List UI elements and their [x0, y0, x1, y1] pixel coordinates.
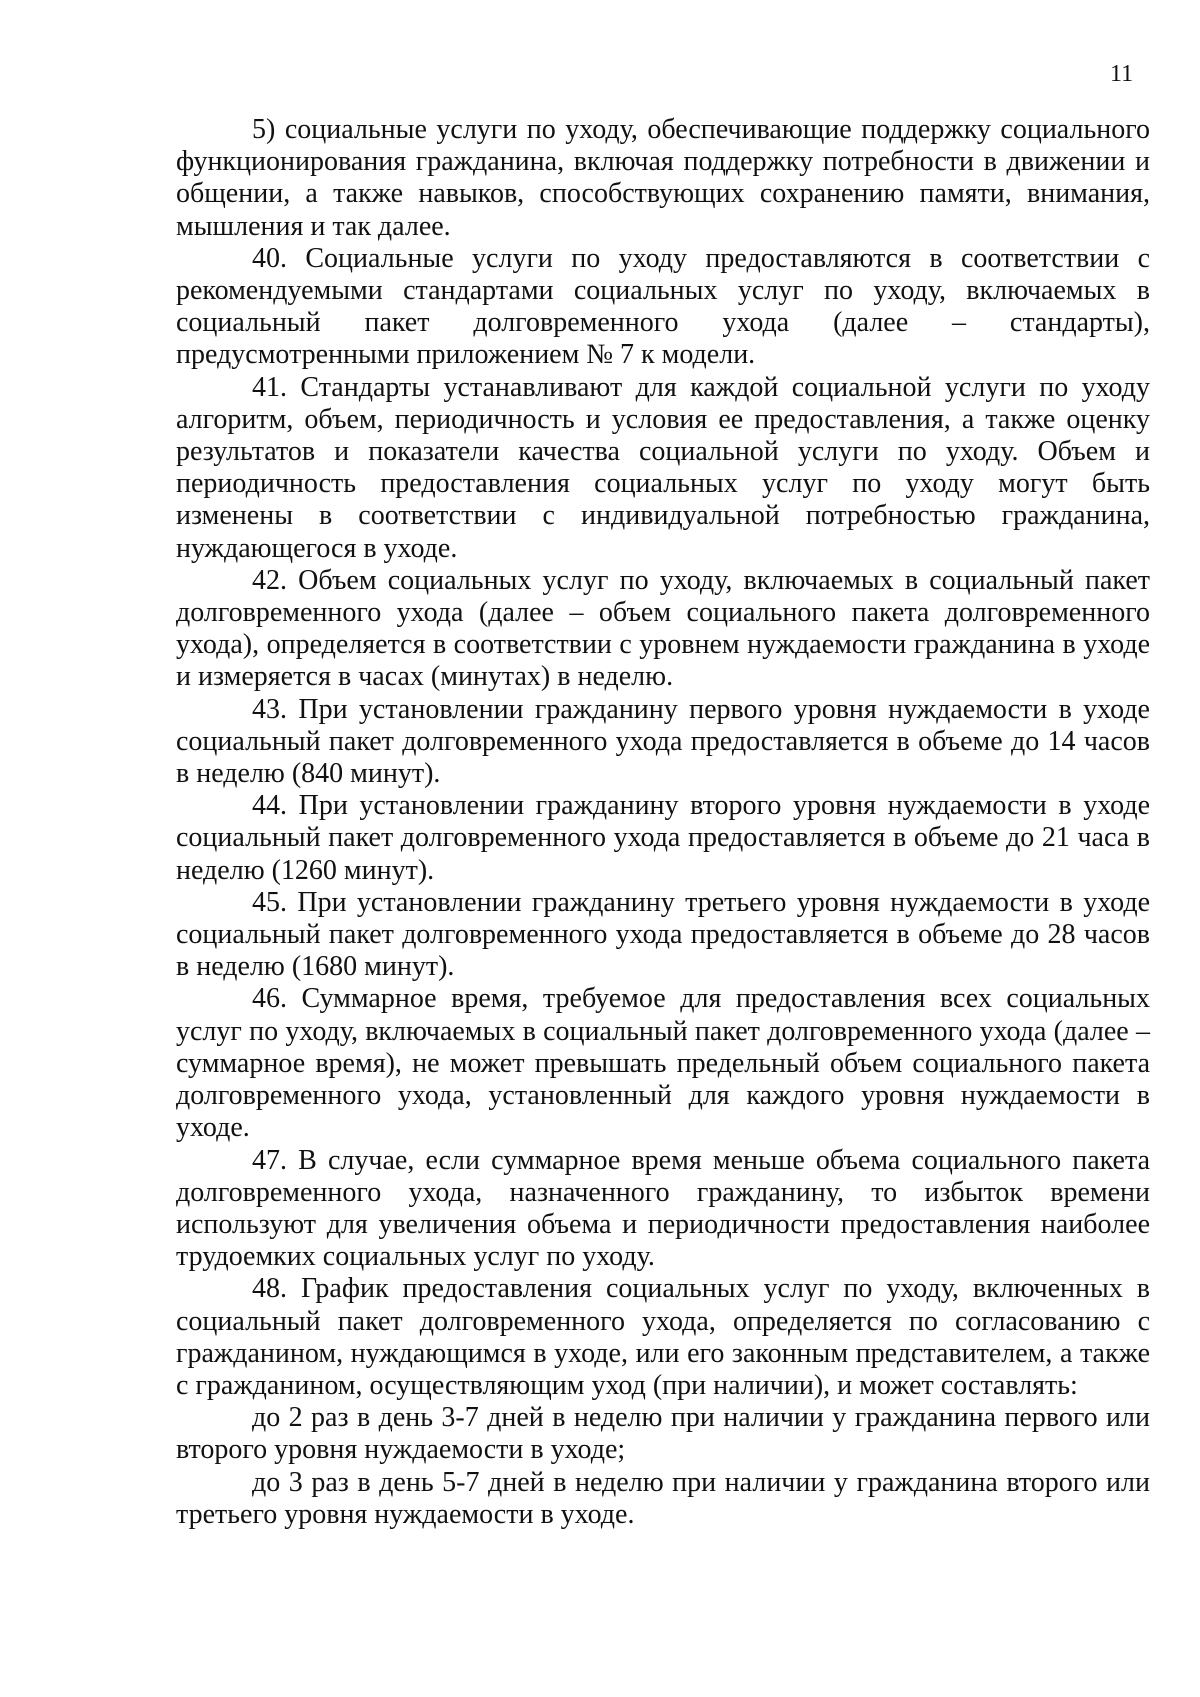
paragraph-item-5: 5) социальные услуги по уходу, обеспечивающие поддержку социального функционирования гражданина, включая поддержку потребности в движении и общении, а также навыков, способствующих сохранению памяти, внимания, мышления и так далее. [176, 114, 1150, 242]
paragraph-43: 43. При установлении гражданину первого уровня нуждаемости в уходе социальный пакет долговременного ухода предоставляется в объеме до 14 часов в неделю (840 минут). [176, 693, 1150, 790]
document-body [176, 114, 1150, 1531]
paragraph-47: 47. В случае, если суммарное время меньше объема социального пакета долговременного ухода, назначенного гражданину, то избыток времени используют для увеличения объема и периодичности предоставления наиболее трудоемких социальных услуг по уходу. [176, 1144, 1150, 1273]
paragraph-45: 45. При установлении гражданину третьего уровня нуждаемости в уходе социальный пакет долговременного ухода предоставляется в объеме до 28 часов в неделю (1680 минут). [176, 886, 1150, 983]
paragraph-40: 40. Социальные услуги по уходу предоставляются в соответствии с рекомендуемыми стандартами социальных услуг по уходу, включаемых в социальный пакет долговременного ухода (далее – стандарты), предусмотренными приложением № 7 к модели. [176, 242, 1150, 371]
paragraph-46: 46. Суммарное время, требуемое для предоставления всех социальных услуг по уходу, включаемых в социальный пакет долговременного ухода (далее – суммарное время), не может превышать предельный объем социального пакета долговременного ухода, установленный для каждого уровня нуждаемости в уходе. [176, 983, 1150, 1144]
page-number: 11 [1110, 61, 1134, 87]
schedule-option-2: до 3 раз в день 5-7 дней в неделю при наличии у гражданина второго или третьего уровня нуждаемости в уходе. [176, 1466, 1150, 1530]
paragraph-44: 44. При установлении гражданину второго уровня нуждаемости в уходе социальный пакет долговременного ухода предоставляется в объеме до 21 часа в неделю (1260 минут). [176, 790, 1150, 886]
schedule-option-1: до 2 раз в день 3-7 дней в неделю при наличии у гражданина первого или второго уровня нуждаемости в уходе; [176, 1402, 1150, 1466]
paragraph-41: 41. Стандарты устанавливают для каждой социальной услуги по уходу алгоритм, объем, периодичность и условия ее предоставления, а также оценку результатов и показатели качества социальной услуги по уходу. Объем и периодичность предоставления социальных услуг по уходу могут быть изменены в соответствии с индивидуальной потребностью гражданина, нуждающегося в уходе. [176, 371, 1150, 564]
paragraph-42: 42. Объем социальных услуг по уходу, включаемых в социальный пакет долговременного ухода (далее – объем социального пакета долговременного ухода), определяется в соответствии с уровнем нуждаемости гражданина в уходе и измеряется в часах (минутах) в неделю. [176, 564, 1150, 693]
paragraph-48: 48. График предоставления социальных услуг по уходу, включенных в социальный пакет долговременного ухода, определяется по согласованию с гражданином, нуждающимся в уходе, или его законным представителем, а также с гражданином, осуществляющим уход (при наличии), и может составлять: [176, 1273, 1150, 1401]
